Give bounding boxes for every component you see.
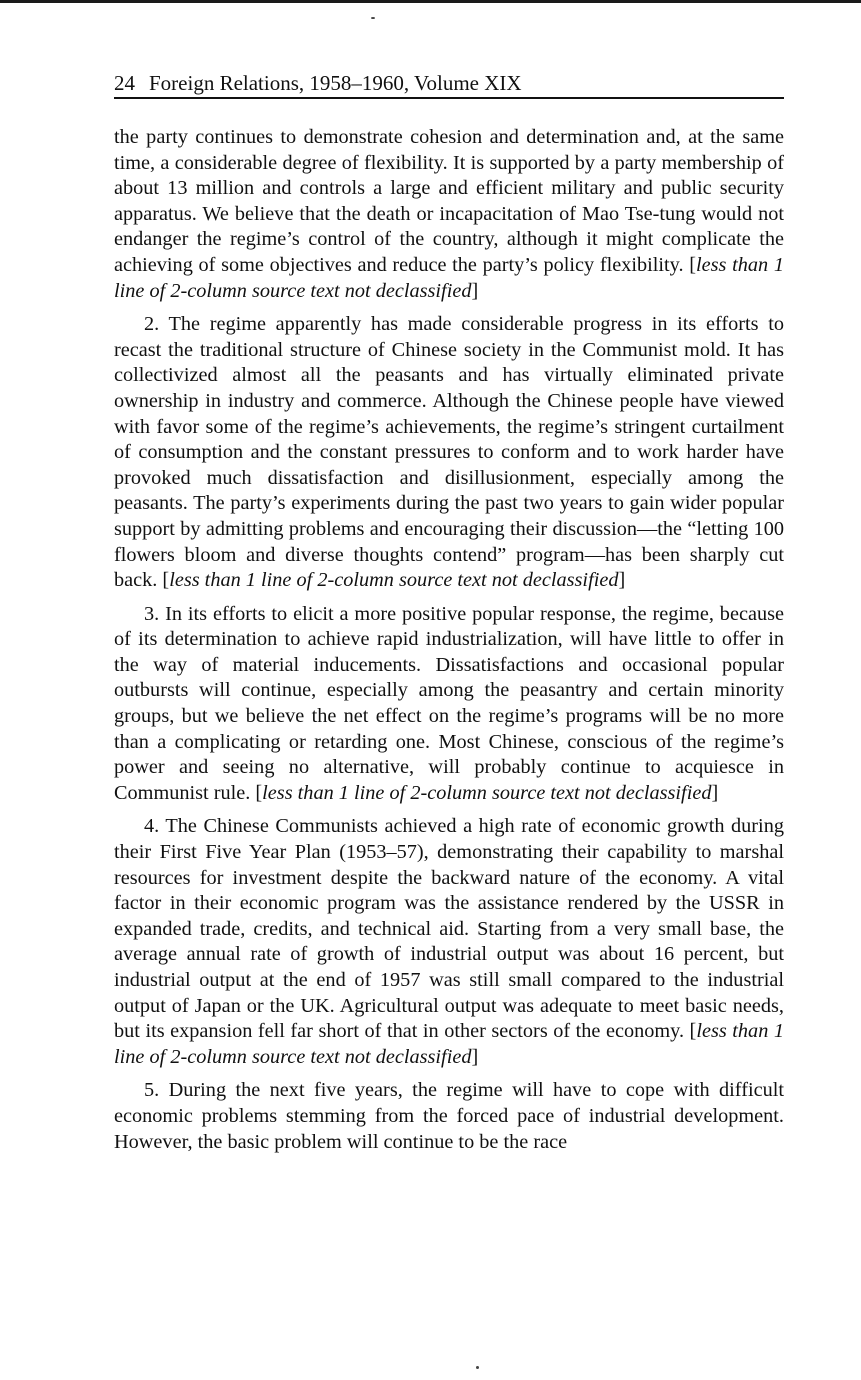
paragraph-text: The Chinese Communists achieved a high rate of economic growth during their First Five Year Plan (1953–57), demonstrating their capability to marshal resources for investment despite the backward nature of the economy. A vital factor in their economic program was the assistance rendered by the USSR in expanded trade, credits, and technical aid. Starting from a very small base, the average annual rate of growth of industrial output was about 16 percent, but industrial output at the end of 1957 was still small compared to the industrial output of Japan or the UK. Agricultural output was adequate to meet basic needs, but its expansion fell far short of that in other sectors of the economy. [	[114, 815, 784, 1043]
bracket-close: ]	[471, 279, 479, 302]
declassification-note: less than 1 line of 2-column source text not declassified	[169, 569, 619, 592]
paragraph-continued	[114, 125, 784, 304]
paragraph-number: 5.	[144, 1079, 160, 1102]
paragraph-4	[114, 814, 784, 1070]
paper-speck	[476, 1366, 479, 1369]
bracket-close: ]	[618, 569, 626, 592]
paragraph-text: The regime apparently has made considerable progress in its efforts to recast the traditional structure of Chinese society in the Communist mold. It has collectivized almost all the peasants and has virtually eliminated private ownership in industry and commerce. Although the Chinese people have viewed with favor some of the regime’s achievements, the regime’s stringent curtailment of consumption and the constant pressures to conform and to work harder have provoked much dissatisfaction and disillusionment, especially among the peasants. The party’s experiments during the past two years to gain wider popular support by admitting problems and encouraging their discussion—the “letting 100 flowers bloom and diverse thoughts contend” program—has been sharply cut back. [	[114, 313, 784, 592]
paragraph-3	[114, 602, 784, 807]
declassification-note: less than 1 line of 2-column source text not declassified	[262, 781, 712, 804]
paragraph-number: 4.	[144, 815, 160, 838]
document-page	[114, 70, 784, 1163]
bracket-close: ]	[711, 781, 719, 804]
top-edge-rule	[0, 0, 861, 3]
declassification-note: less than 1 line of 2-column source text not declassified	[114, 253, 784, 302]
page-number: 24	[114, 71, 135, 95]
body-text	[114, 125, 784, 1155]
paragraph-number: 3.	[144, 602, 160, 625]
series-title: Foreign Relations, 1958–1960, Volume XIX	[149, 71, 522, 95]
paragraph-number: 2.	[144, 313, 160, 336]
declassification-note: less than 1 line of 2-column source text not declassified	[114, 1020, 784, 1068]
paper-speck	[371, 17, 375, 19]
paragraph-text: the party continues to demonstrate cohesion and determination and, at the same time, a considerable degree of flexibility. It is supported by a party membership of about 13 million and controls a large and efficient military and public security apparatus. We believe that the death or incapacitation of Mao Tse-tung would not endanger the regime’s control of the country, although it might complicate the achieving of some objectives and reduce the party’s policy flexibility. [	[114, 126, 784, 276]
running-head	[114, 70, 784, 99]
paragraph-text: During the next five years, the regime will have to cope with difficult economic problems stemming from the forced pace of industrial development. However, the basic problem will continue to be the race	[114, 1079, 784, 1153]
paragraph-text: In its efforts to elicit a more positive popular response, the regime, because of its determination to achieve rapid industrialization, will have little to offer in the way of material inducements. Dissatisfactions and occasional popular outbursts will continue, especially among the peasantry and certain minority groups, but we believe the net effect on the regime’s programs will be no more than a complicating or retarding one. Most Chinese, conscious of the regime’s power and seeing no alternative, will probably continue to acquiesce in Communist rule. [	[114, 602, 784, 804]
bracket-close: ]	[471, 1045, 479, 1068]
paragraph-5	[114, 1078, 784, 1155]
paragraph-2	[114, 312, 784, 594]
